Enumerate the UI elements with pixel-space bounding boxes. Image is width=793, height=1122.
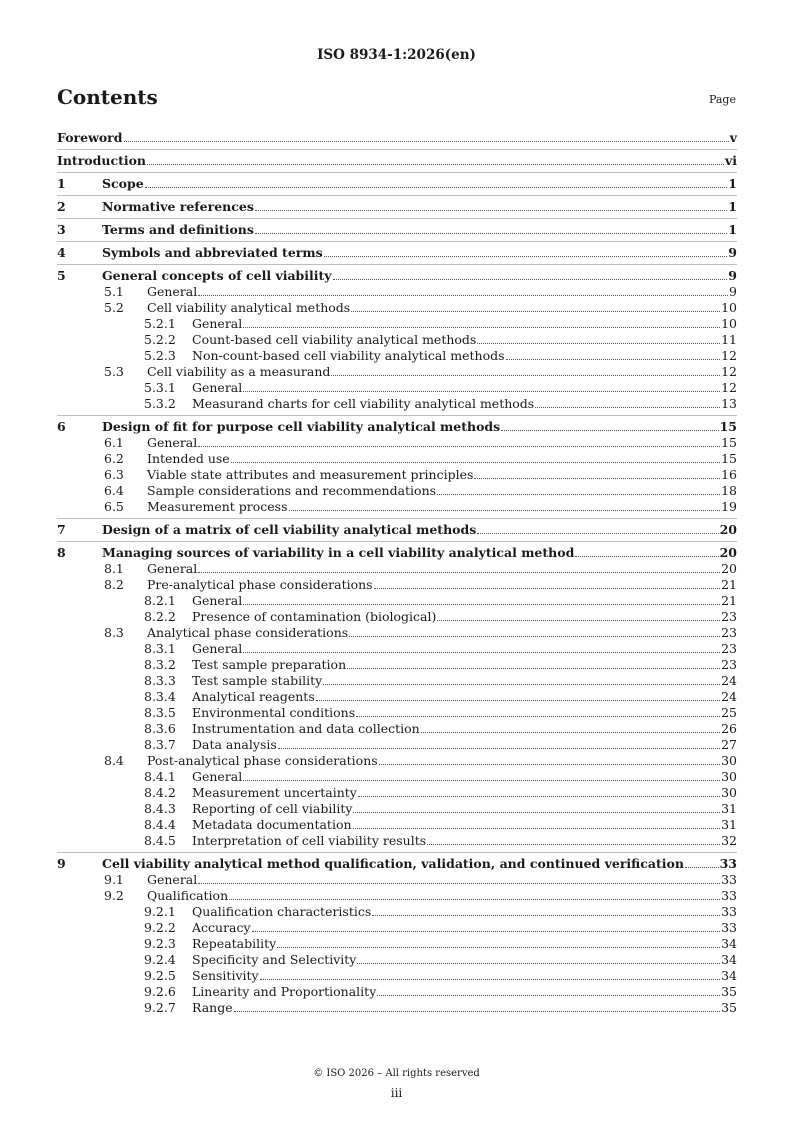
toc-entry-number: 9.2.2 [144,920,176,935]
toc-separator [57,172,737,173]
toc-entry[interactable] [57,1000,737,1016]
toc-entry-number: 6.1 [104,435,124,450]
toc-entry-title: Symbols and abbreviated terms [102,245,323,260]
toc-entry-number: 8.4.4 [144,817,176,832]
toc-entry-page: 1 [728,199,737,214]
toc-entry-page: 15 [719,419,737,434]
toc-entry-number: 8.3.6 [144,721,176,736]
toc-leader-dots [331,375,720,376]
toc-entry-number: 8.4 [104,753,124,768]
toc-entry[interactable] [57,689,737,705]
toc-entry-page: 23 [721,609,737,624]
toc-entry[interactable] [57,522,737,538]
toc-entry-title: Qualification characteristics [192,904,372,919]
toc-entry-page: 23 [721,625,737,640]
toc-entry-number: 5.2.2 [144,332,176,347]
toc-entry-page: 24 [721,673,737,688]
toc-entry-title: Test sample preparation [192,657,347,672]
toc-leader-dots [231,462,720,463]
toc-entry-number: 5.3.2 [144,396,176,411]
toc-entry-title: Specificity and Selectivity [192,952,357,967]
toc-entry[interactable] [57,673,737,689]
toc-entry[interactable] [57,284,737,300]
toc-separator [57,241,737,242]
toc-entry-page: 33 [719,856,737,871]
toc-entry[interactable] [57,364,737,380]
toc-entry[interactable] [57,753,737,769]
toc-entry-number: 8.3.7 [144,737,176,752]
toc-entry-title: Accuracy [192,920,251,935]
toc-entry-number: 9.2 [104,888,124,903]
toc-entry-page: 20 [719,545,737,560]
toc-entry[interactable] [57,625,737,641]
toc-entry-page: 30 [721,769,737,784]
toc-entry[interactable] [57,785,737,801]
toc-entry[interactable] [57,419,737,435]
toc-entry-title: Cell viability analytical method qualification, validation, and continued verification [102,856,684,871]
toc-entry-page: 23 [721,641,737,656]
toc-entry-number: 9.2.4 [144,952,176,967]
toc-separator [57,518,737,519]
toc-entry-page: 34 [721,936,737,951]
toc-leader-dots [234,1011,720,1012]
toc-entry-page: 15 [721,451,737,466]
toc-entry-number: 5.3 [104,364,124,379]
toc-entry-number: 6.4 [104,483,124,498]
toc-leader-dots [255,233,727,234]
toc-entry-title: Analytical phase considerations [147,625,349,640]
toc-entry-title: Post-analytical phase considerations [147,753,378,768]
toc-entry-title: Viable state attributes and measurement principles [147,467,474,482]
page-number: iii [390,1086,403,1100]
toc-entry-number: 8.4.1 [144,769,176,784]
toc-entry-number: 8.3.1 [144,641,176,656]
toc-entry-number: 9.2.1 [144,904,176,919]
toc-leader-dots [356,716,720,717]
toc-entry-title: Range [192,1000,233,1015]
toc-entry-title: Non-count-based cell viability analytical methods [192,348,505,363]
toc-entry-title: Instrumentation and data collection [192,721,420,736]
toc-leader-dots [198,295,728,296]
toc-entry-number: 9 [57,856,66,871]
toc-entry-number: 9.2.7 [144,1000,176,1015]
toc-entry-page: 32 [721,833,737,848]
toc-entry-title: Pre-analytical phase considerations [147,577,373,592]
toc-leader-dots [506,359,721,360]
toc-entry[interactable] [57,176,737,192]
toc-entry-number: 3 [57,222,66,237]
toc-entry-number: 5.1 [104,284,124,299]
toc-entry-title: General [147,435,198,450]
toc-entry-number: 8.2.2 [144,609,176,624]
toc-entry-page: 18 [721,483,737,498]
toc-entry-number: 4 [57,245,66,260]
toc-entry-page: 16 [721,467,737,482]
toc-leader-dots [477,533,718,534]
toc-leader-dots [198,446,720,447]
toc-entry[interactable] [57,817,737,833]
toc-entry-number: 8.4.5 [144,833,176,848]
toc-leader-dots [145,187,728,188]
toc-entry-title: Reporting of cell viability [192,801,353,816]
toc-entry-page: 34 [721,968,737,983]
toc-entry-title: Data analysis [192,737,277,752]
toc-leader-dots [243,391,720,392]
toc-entry-title: Sensitivity [192,968,259,983]
toc-entry-number: 9.2.5 [144,968,176,983]
toc-separator [57,264,737,265]
toc-entry[interactable] [57,609,737,625]
toc-entry-page: 9 [728,245,737,260]
toc-entry-title: Design of fit for purpose cell viability analytical methods [102,419,501,434]
toc-entry-page: 13 [721,396,737,411]
toc-entry-page: 35 [721,1000,737,1015]
toc-entry-title: Presence of contamination (biological) [192,609,437,624]
toc-entry[interactable] [57,245,737,261]
toc-separator [57,195,737,196]
toc-entry-number: 6 [57,419,66,434]
toc-entry-number: 8.4.2 [144,785,176,800]
toc-entry-page: 12 [721,364,737,379]
toc-entry[interactable] [57,222,737,238]
copyright-notice: © ISO 2026 – All rights reserved [313,1068,480,1079]
toc-entry-title: General [147,561,198,576]
toc-entry-title: Measurand charts for cell viability analytical methods [192,396,535,411]
toc-entry-page: 15 [721,435,737,450]
toc-entry-page: 19 [721,499,737,514]
toc-entry-number: 5.2 [104,300,124,315]
toc-entry-page: 25 [721,705,737,720]
toc-entry[interactable] [57,396,737,412]
toc-entry-page: 9 [728,268,737,283]
toc-entry[interactable] [57,268,737,284]
toc-entry[interactable] [57,332,737,348]
toc-entry[interactable] [57,451,737,467]
toc-entry-title: General [192,380,243,395]
toc-entry-title: Sample considerations and recommendations [147,483,437,498]
toc-leader-dots [421,732,720,733]
toc-entry-title: Linearity and Proportionality [192,984,377,999]
toc-entry-title: Measurement uncertainty [192,785,357,800]
toc-entry-number: 9.1 [104,872,124,887]
toc-entry-page: 11 [721,332,737,347]
toc-entry-number: 8.4.3 [144,801,176,816]
toc-entry[interactable] [57,348,737,364]
toc-entry[interactable] [57,641,737,657]
document-id-header: ISO 8934-1:2026(en) [317,47,476,63]
toc-leader-dots [437,494,720,495]
toc-entry-title: Count-based cell viability analytical methods [192,332,477,347]
toc-entry-number: 9.2.3 [144,936,176,951]
toc-leader-dots [124,141,729,142]
toc-leader-dots [278,748,720,749]
toc-entry[interactable] [57,657,737,673]
toc-leader-dots [575,556,718,557]
toc-entry-page: 33 [721,888,737,903]
toc-leader-dots [353,828,721,829]
toc-entry[interactable] [57,130,737,146]
toc-entry-title: Analytical reagents [192,689,315,704]
toc-entry[interactable] [57,872,737,888]
toc-entry[interactable] [57,833,737,849]
toc-entry-page: 33 [721,872,737,887]
toc-entry-page: v [729,130,737,145]
toc-entry-title: Terms and definitions [102,222,254,237]
toc-separator [57,852,737,853]
toc-leader-dots [198,883,720,884]
toc-entry-title: Qualification [147,888,229,903]
toc-entry-page: 31 [721,817,737,832]
toc-entry-title: General [147,284,198,299]
toc-entry-page: 1 [728,176,737,191]
toc-entry[interactable] [57,721,737,737]
toc-entry-page: 20 [721,561,737,576]
toc-separator [57,415,737,416]
toc-entry-title: Intended use [147,451,230,466]
toc-entry-page: 20 [719,522,737,537]
toc-entry-title: Cell viability analytical methods [147,300,351,315]
toc-entry-number: 5.3.1 [144,380,176,395]
toc-leader-dots [437,620,720,621]
toc-leader-dots [477,343,720,344]
toc-entry-page: 26 [721,721,737,736]
toc-leader-dots [255,210,727,211]
toc-entry-number: 8.3.2 [144,657,176,672]
contents-title: Contents [57,85,158,109]
toc-entry-page: 31 [721,801,737,816]
toc-leader-dots [353,812,720,813]
toc-leader-dots [427,844,720,845]
toc-separator [57,218,737,219]
toc-leader-dots [243,652,720,653]
toc-leader-dots [535,407,720,408]
toc-leader-dots [474,478,720,479]
toc-leader-dots [243,780,720,781]
toc-leader-dots [685,867,719,868]
toc-entry[interactable] [57,300,737,316]
toc-entry-title: General [192,641,243,656]
toc-entry-title: Introduction [57,153,147,168]
toc-entry-number: 8.3.5 [144,705,176,720]
toc-entry-number: 8.3 [104,625,124,640]
toc-entry-number: 5.2.1 [144,316,176,331]
toc-entry[interactable] [57,936,737,952]
toc-entry-title: General concepts of cell viability [102,268,332,283]
toc-entry[interactable] [57,705,737,721]
toc-entry[interactable] [57,920,737,936]
toc-entry-title: Managing sources of variability in a cell viability analytical method [102,545,575,560]
toc-entry-title: General [192,316,243,331]
toc-leader-dots [229,899,720,900]
toc-entry-page: 12 [721,380,737,395]
toc-entry-number: 8.2.1 [144,593,176,608]
toc-entry-number: 8.3.4 [144,689,176,704]
toc-entry[interactable] [57,984,737,1000]
toc-entry-title: Test sample stability [192,673,323,688]
toc-entry-page: 9 [729,284,737,299]
toc-leader-dots [358,796,720,797]
toc-leader-dots [252,931,721,932]
toc-entry-number: 8.3.3 [144,673,176,688]
toc-entry-number: 6.5 [104,499,124,514]
toc-entry-title: Scope [102,176,144,191]
toc-entry-page: 30 [721,785,737,800]
toc-entry-page: 21 [721,593,737,608]
toc-entry-title: Cell viability as a measurand [147,364,331,379]
toc-entry-page: 33 [721,904,737,919]
toc-leader-dots [147,164,724,165]
toc-entry-page: 34 [721,952,737,967]
toc-entry[interactable] [57,952,737,968]
toc-entry[interactable] [57,467,737,483]
toc-entry-title: Normative references [102,199,254,214]
toc-entry-number: 2 [57,199,66,214]
toc-entry-title: Repeatability [192,936,277,951]
toc-entry-page: 35 [721,984,737,999]
toc-leader-dots [379,764,720,765]
toc-entry-page: 1 [728,222,737,237]
toc-entry-number: 5.2.3 [144,348,176,363]
toc-entry-title: Foreword [57,130,123,145]
toc-separator [57,149,737,150]
toc-entry-page: 33 [721,920,737,935]
toc-entry-page: 21 [721,577,737,592]
toc-entry-title: General [147,872,198,887]
toc-entry-title: General [192,593,243,608]
toc-leader-dots [323,684,720,685]
toc-entry-number: 8.2 [104,577,124,592]
toc-entry-number: 6.3 [104,467,124,482]
toc-entry-page: 10 [721,300,737,315]
toc-leader-dots [243,327,720,328]
toc-entry[interactable] [57,561,737,577]
toc-entry-page: 23 [721,657,737,672]
toc-entry[interactable] [57,380,737,396]
toc-entry-title: Environmental conditions [192,705,356,720]
toc-entry-number: 7 [57,522,66,537]
toc-separator [57,541,737,542]
toc-entry-page: 10 [721,316,737,331]
toc-entry-number: 8 [57,545,66,560]
toc-entry[interactable] [57,577,737,593]
page-column-label: Page [708,93,736,106]
toc-leader-dots [316,700,720,701]
toc-entry[interactable] [57,435,737,451]
toc-entry-number: 8.1 [104,561,124,576]
toc-entry-number: 6.2 [104,451,124,466]
toc-leader-dots [349,636,720,637]
toc-entry-title: Interpretation of cell viability results [192,833,427,848]
toc-entry-number: 9.2.6 [144,984,176,999]
toc-entry[interactable] [57,153,737,169]
toc-entry[interactable] [57,316,737,332]
toc-entry[interactable] [57,904,737,920]
toc-entry[interactable] [57,483,737,499]
toc-leader-dots [374,588,721,589]
toc-leader-dots [243,604,720,605]
toc-leader-dots [324,256,728,257]
toc-entry-number: 1 [57,176,66,191]
toc-leader-dots [372,915,720,916]
toc-entry[interactable] [57,499,737,515]
toc-entry[interactable] [57,888,737,904]
toc-entry[interactable] [57,968,737,984]
toc-leader-dots [501,430,718,431]
toc-leader-dots [198,572,720,573]
toc-entry-title: Design of a matrix of cell viability analytical methods [102,522,477,537]
toc-entry[interactable] [57,737,737,753]
toc-entry[interactable] [57,769,737,785]
toc-entry[interactable] [57,593,737,609]
toc-entry[interactable] [57,856,737,872]
toc-entry-title: General [192,769,243,784]
toc-entry-title: Measurement process [147,499,288,514]
toc-leader-dots [347,668,720,669]
toc-entry-page: 24 [721,689,737,704]
toc-leader-dots [357,963,720,964]
toc-entry-page: 30 [721,753,737,768]
toc-leader-dots [333,279,728,280]
toc-entry-page: 27 [721,737,737,752]
toc-leader-dots [260,979,721,980]
toc-entry-page: vi [724,153,737,168]
toc-leader-dots [377,995,720,996]
toc-entry[interactable] [57,199,737,215]
toc-leader-dots [351,311,720,312]
toc-entry[interactable] [57,801,737,817]
toc-entry-page: 12 [721,348,737,363]
toc-leader-dots [277,947,720,948]
toc-leader-dots [289,510,721,511]
toc-entry[interactable] [57,545,737,561]
toc-entry-title: Metadata documentation [192,817,352,832]
toc-entry-number: 5 [57,268,66,283]
